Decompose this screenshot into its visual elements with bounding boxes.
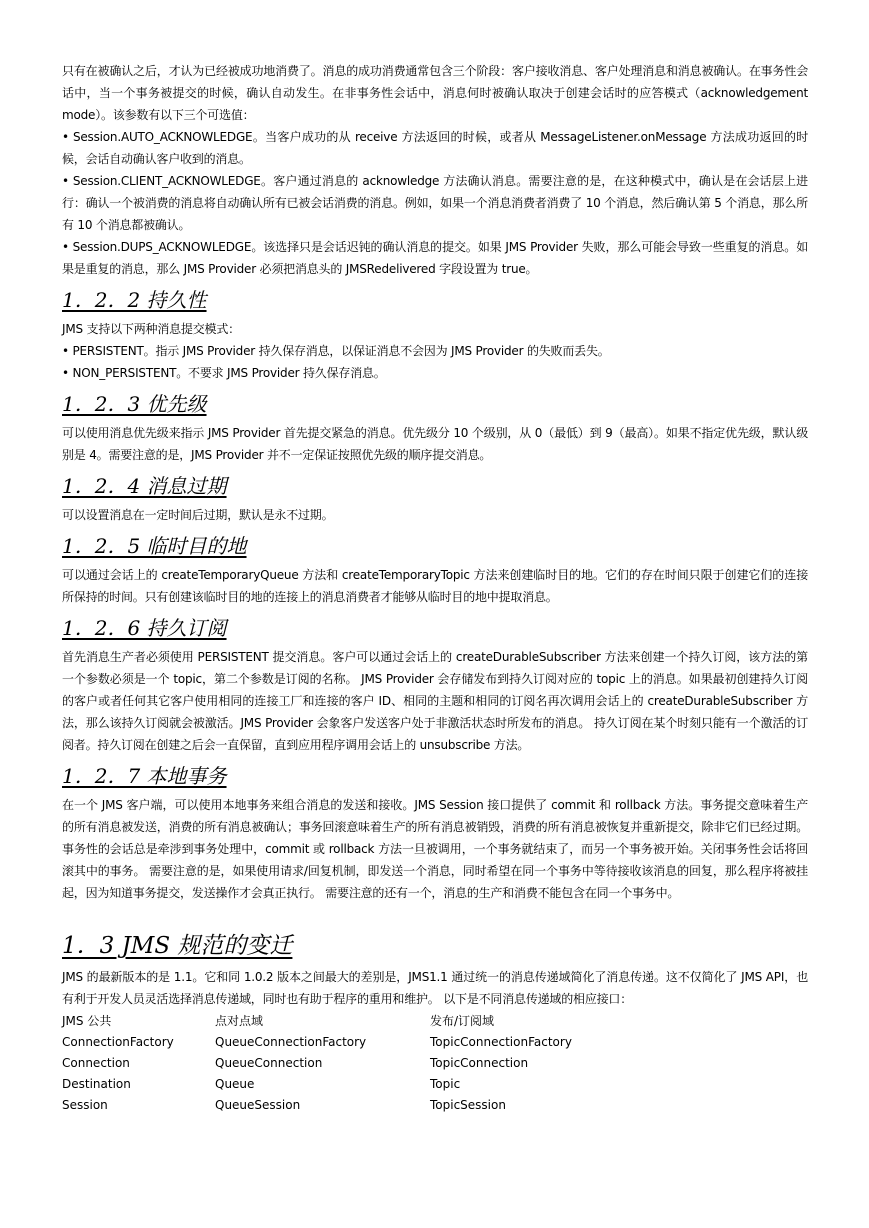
intro-paragraph: 只有在被确认之后，才认为已经被成功地消费了。消息的成功消费通常包含三个阶段：客户接收消息、客户处理消息和消息被确认。在事务性会话中，当一个事务被提交的时候，确认自动发生。在非事务性会话中，消息何时被确认取决于创建会话时的应答模式（acknowledgement mode）。该参数有以下三个可选值：	[62, 64, 808, 122]
heading-local-transaction: 1．2．7 本地事务	[62, 764, 227, 788]
table-cell: Topic	[430, 1076, 461, 1091]
priority-paragraph: 可以使用消息优先级来指示 JMS Provider 首先提交紧急的消息。优先级分 10 个级别，从 0（最低）到 9（最高）。如果不指定优先级，默认级别是 4。需要注意的是，JMS Provider 并不一定保证按照优先级的顺序提交消息。	[62, 426, 808, 462]
table-row	[62, 1031, 730, 1052]
local-transaction-paragraph: 在一个 JMS 客户端，可以使用本地事务来组合消息的发送和接收。JMS Session 接口提供了 commit 和 rollback 方法。事务提交意味着生产的所有消息被发送，消费的所有消息被确认；事务回滚意味着生产的所有消息被销毁，消费的所有消息被恢复并重新提交，除非它们已经过期。 事务性的会话总是牵涉到事务处理中，commit 或 rollback 方法一旦被调用，一个事务就结束了，而另一个事务被开始。关闭事务性会话将回滚其中的事务。 需要注意的是，如果使用请求/回复机制，即发送一个消息，同时希望在同一个事务中等待接收该消息的回复，那么程序将被挂起，因为知道事务提交，发送操作才会真正执行。 需要注意的还有一个，消息的生产和消费不能包含在同一个事务中。	[62, 798, 808, 900]
table-cell: 点对点域	[215, 1014, 264, 1028]
table-cell: 发布/订阅域	[430, 1014, 495, 1028]
auto-acknowledge-item: • Session.AUTO_ACKNOWLEDGE。当客户成功的从 receive 方法返回的时候，或者从 MessageListener.onMessage 方法成功返回的时候，会话自动确认客户收到的消息。	[62, 130, 808, 166]
heading-expiration: 1．2．4 消息过期	[62, 474, 227, 498]
table-cell: Connection	[62, 1055, 130, 1070]
interface-table	[62, 1010, 730, 1115]
heading-durable-subscription: 1．2．6 持久订阅	[62, 616, 227, 640]
temporary-destination-paragraph: 可以通过会话上的 createTemporaryQueue 方法和 createTemporaryTopic 方法来创建临时目的地。它们的存在时间只限于创建它们的连接所保持的时间。只有创建该临时目的地的连接上的消息消费者才能够从临时目的地中提取消息。	[62, 568, 808, 604]
heading-priority: 1．2．3 优先级	[62, 392, 207, 416]
table-cell: QueueConnectionFactory	[215, 1034, 367, 1049]
table-cell: TopicSession	[430, 1097, 506, 1112]
table-cell: Destination	[62, 1076, 131, 1091]
table-cell: Queue	[215, 1076, 255, 1091]
dups-acknowledge-item: • Session.DUPS_ACKNOWLEDGE。该选择只是会话迟钝的确认消息的提交。如果 JMS Provider 失败，那么可能会导致一些重复的消息。如果是重复的消息，那么 JMS Provider 必须把消息头的 JMSRedelivered 字段设置为 true。	[62, 240, 808, 276]
client-acknowledge-item: • Session.CLIENT_ACKNOWLEDGE。客户通过消息的 acknowledge 方法确认消息。需要注意的是，在这种模式中，确认是在会话层上进行：确认一个被消费的消息将自动确认所有已被会话消费的消息。例如，如果一个消息消费者消费了 10 个消息，然后确认第 5 个消息，那么所有 10 个消息都被确认。	[62, 174, 808, 232]
persistence-intro: JMS 支持以下两种消息提交模式：	[62, 322, 240, 336]
table-cell: TopicConnectionFactory	[430, 1034, 572, 1049]
table-row	[62, 1073, 730, 1094]
table-cell: TopicConnection	[430, 1055, 529, 1070]
table-row	[62, 1094, 730, 1115]
table-row	[62, 1052, 730, 1073]
jms-spec-paragraph: JMS 的最新版本的是 1.1。它和同 1.0.2 版本之间最大的差别是，JMS1.1 通过统一的消息传递域简化了消息传递。这不仅简化了 JMS API，也有利于开发人员灵活选择消息传递域，同时也有助于程序的重用和维护。 以下是不同消息传递域的相应接口：	[62, 970, 808, 1006]
non-persistent-item: • NON_PERSISTENT。不要求 JMS Provider 持久保存消息。	[62, 366, 386, 380]
table-cell: ConnectionFactory	[62, 1034, 174, 1049]
heading-persistence: 1．2．2 持久性	[62, 288, 207, 312]
durable-subscription-paragraph: 首先消息生产者必须使用 PERSISTENT 提交消息。客户可以通过会话上的 createDurableSubscriber 方法来创建一个持久订阅，该方法的第一个参数必须是一个 topic，第二个参数是订阅的名称。 JMS Provider 会存储发布到持久订阅对应的 topic 上的消息。如果最初创建持久订阅的客户或者任何其它客户使用相同的连接工厂和连接的客户 ID、相同的主题和相同的订阅名再次调用会话上的 createDurableSubscriber 方法，那么该持久订阅就会被激活。JMS Provider 会象客户发送客户处于非激活状态时所发布的消息。 持久订阅在某个时刻只能有一个激活的订阅者。持久订阅在创建之后会一直保留，直到应用程序调用会话上的 unsubscribe 方法。	[62, 650, 808, 752]
heading-temporary-destination: 1．2．5 临时目的地	[62, 534, 247, 558]
table-cell: QueueConnection	[215, 1055, 323, 1070]
heading-jms-spec-changes: 1．3 JMS 规范的变迁	[62, 933, 293, 959]
table-cell: Session	[62, 1097, 108, 1112]
document-page	[62, 60, 808, 1115]
expiration-paragraph: 可以设置消息在一定时间后过期，默认是永不过期。	[62, 508, 334, 522]
persistent-item: • PERSISTENT。指示 JMS Provider 持久保存消息，以保证消息不会因为 JMS Provider 的失败而丢失。	[62, 344, 610, 358]
table-cell: QueueSession	[215, 1097, 301, 1112]
table-row	[62, 1010, 730, 1031]
table-cell: JMS 公共	[62, 1014, 112, 1028]
